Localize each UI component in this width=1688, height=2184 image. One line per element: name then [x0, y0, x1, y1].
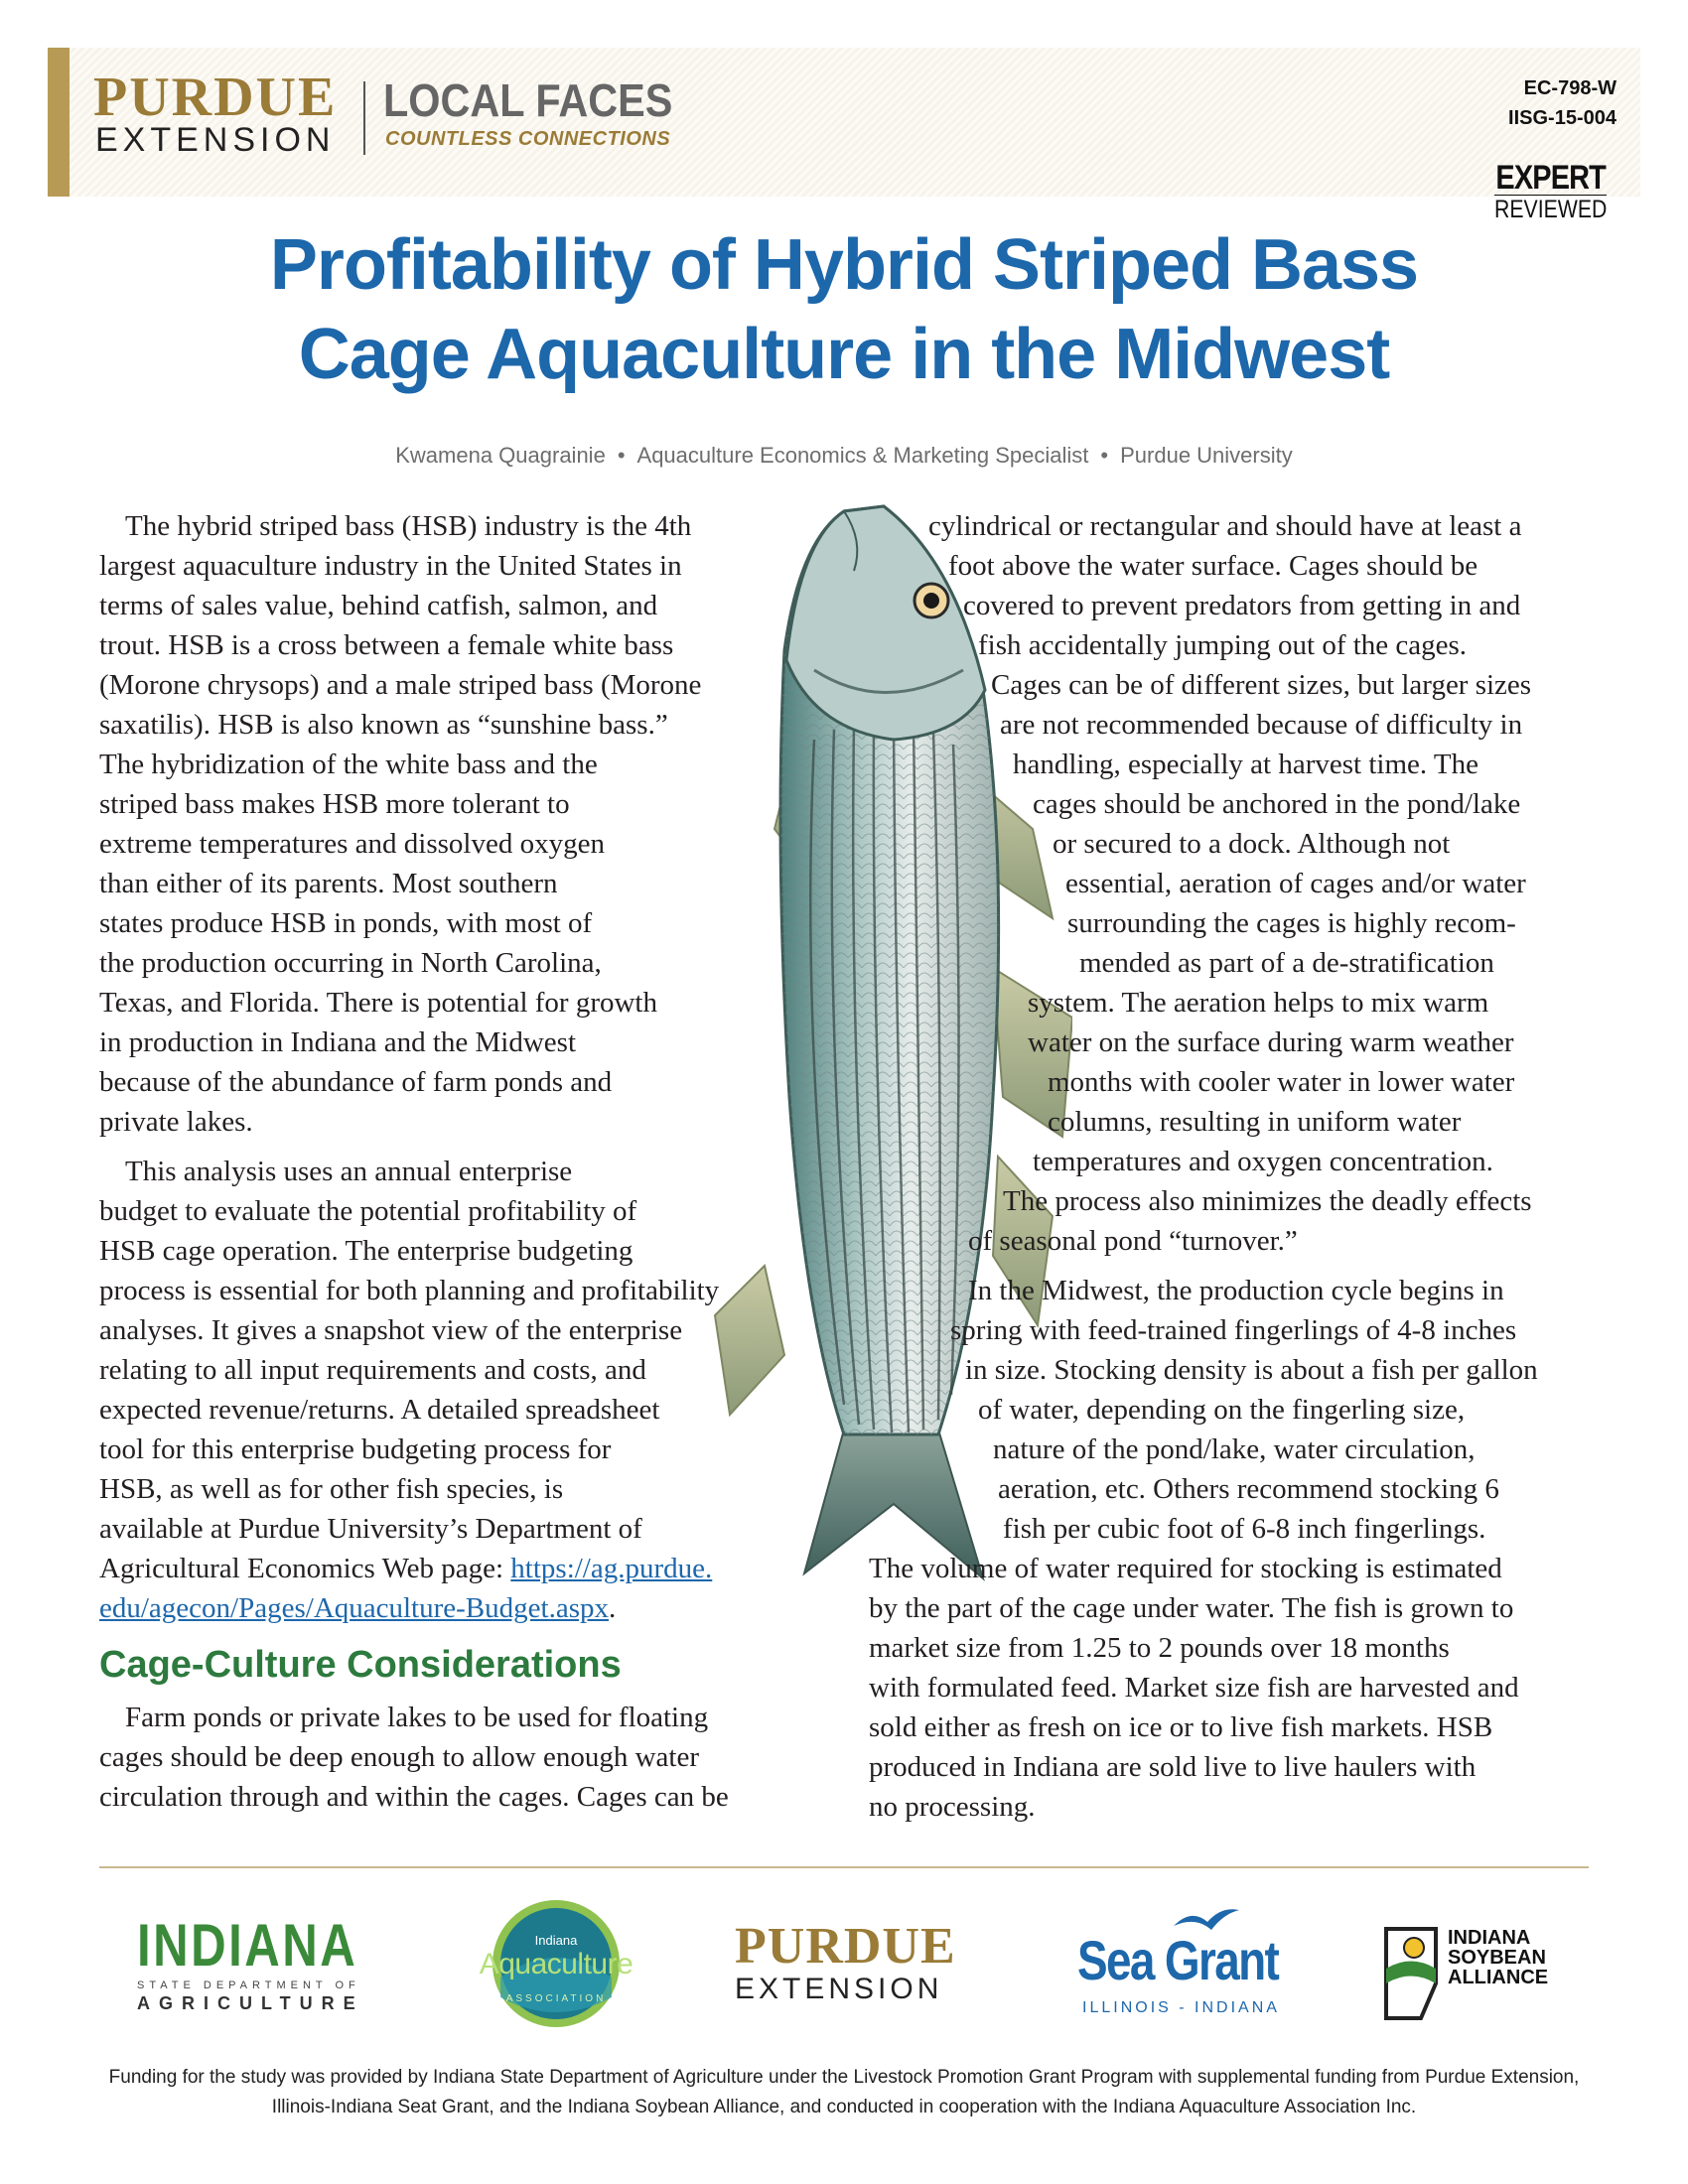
text-line: expected revenue/returns. A detailed spreadsheet	[99, 1394, 660, 1426]
text-line: HSB, as well as for other fish species, is	[99, 1473, 564, 1505]
purdue-logo-text: PURDUE	[93, 67, 338, 128]
text-line: the production occurring in North Carolina,	[99, 947, 602, 979]
text-line: states produce HSB in ponds, with most of	[99, 907, 593, 939]
publication-code-secondary: IISG-15-004	[1508, 107, 1617, 129]
text-line: in production in Indiana and the Midwest	[99, 1026, 577, 1058]
soybean-alliance-text	[1448, 1928, 1548, 1987]
text-line: terms of sales value, behind catfish, salmon, and	[99, 590, 658, 621]
text-line: temperatures and oxygen concentration.	[1033, 1146, 1493, 1177]
title-line-1: Profitability of Hybrid Striped Bass	[269, 225, 1419, 305]
text-line: The hybridization of the white bass and the	[99, 749, 598, 780]
header-divider	[363, 81, 365, 155]
text-span: .	[608, 1592, 617, 1624]
text-line: of seasonal pond “turnover.”	[968, 1225, 1298, 1257]
funding-line-1: Funding for the study was provided by Indiana State Department of Agriculture under the Livestock Promotion Grant Program with supplemental funding from Purdue Extension,	[108, 2067, 1580, 2088]
page-title	[0, 220, 1688, 399]
expert-text: EXPERT	[1495, 159, 1606, 197]
aqua-bottom-label: ASSOCIATION	[505, 1993, 607, 2004]
text-line: cages should be anchored in the pond/lake	[1033, 788, 1521, 820]
text-line: aeration, etc. Others recommend stocking 6	[998, 1473, 1499, 1505]
text-line: produced in Indiana are sold live to live haulers with	[869, 1751, 1477, 1783]
text-line: available at Purdue University’s Department of	[99, 1513, 642, 1545]
text-line: in size. Stocking density is about a fish per gallon	[965, 1354, 1538, 1386]
text-line	[99, 1549, 712, 1588]
byline-separator: •	[617, 443, 626, 468]
text-line: or secured to a dock. Although not	[1053, 828, 1451, 860]
footer-divider	[99, 1866, 1589, 1868]
text-line: system. The aeration helps to mix warm	[1028, 987, 1489, 1019]
isda-subtitle-2: AGRICULTURE	[137, 1993, 364, 2013]
text-line: by the part of the cage under water. The fish is grown to	[869, 1592, 1514, 1624]
text-line: sold either as fresh on ice or to live fish markets. HSB	[869, 1711, 1493, 1743]
purdue-extension-logo	[735, 1918, 983, 2006]
publication-code: EC-798-W	[1523, 77, 1617, 99]
text-line: (Morone chrysops) and a male striped bass (Morone	[99, 669, 702, 701]
sea-grant-logo-text: Sea Grant	[1077, 1929, 1279, 1991]
author-role: Aquaculture Economics & Marketing Specialist	[636, 443, 1089, 468]
local-faces-text: LOCAL FACES	[383, 74, 673, 126]
isda-logo	[137, 1912, 385, 2025]
aquaculture-budget-link[interactable]: https://ag.purdue.	[510, 1553, 713, 1584]
text-line: Texas, and Florida. There is potential for growth	[99, 987, 657, 1019]
text-line: saxatilis). HSB is also known as “sunshine bass.”	[99, 709, 668, 741]
aqua-main-label: Aquaculture	[479, 1948, 633, 1980]
text-line: water on the surface during warm weather	[1028, 1026, 1514, 1058]
text-line: mended as part of a de-stratification	[1079, 947, 1494, 979]
aqua-top-label: Indiana	[534, 1933, 578, 1948]
text-line: This analysis uses an annual enterprise	[125, 1156, 573, 1187]
reviewed-text: REVIEWED	[1493, 196, 1607, 223]
text-line: extreme temperatures and dissolved oxygen	[99, 828, 605, 860]
text-span: Agricultural Economics Web page:	[99, 1553, 511, 1584]
text-line: striped bass makes HSB more tolerant to	[99, 788, 570, 820]
author-name: Kwamena Quagrainie	[395, 443, 606, 468]
text-line: fish per cubic foot of 6-8 inch fingerlings.	[1003, 1513, 1486, 1545]
author-org: Purdue University	[1120, 443, 1293, 468]
text-line: market size from 1.25 to 2 pounds over 18 months	[869, 1632, 1450, 1664]
text-line: surrounding the cages is highly recom-	[1067, 907, 1516, 939]
text-line: In the Midwest, the production cycle begins in	[968, 1275, 1504, 1306]
text-line: circulation through and within the cages. Cages can be	[99, 1781, 729, 1813]
text-line: because of the abundance of farm ponds and	[99, 1066, 613, 1098]
text-line: HSB cage operation. The enterprise budgeting	[99, 1235, 633, 1267]
text-line: relating to all input requirements and costs, and	[99, 1354, 646, 1386]
text-line: The hybrid striped bass (HSB) industry is the 4th	[125, 510, 692, 542]
text-line: nature of the pond/lake, water circulation,	[993, 1433, 1476, 1465]
indiana-wordmark: INDIANA	[137, 1912, 358, 1979]
extension-logo-text: EXTENSION	[95, 121, 336, 159]
text-line: cages should be deep enough to allow enough water	[99, 1741, 699, 1773]
countless-connections-text: COUNTLESS CONNECTIONS	[385, 128, 671, 150]
text-line: foot above the water surface. Cages should be	[948, 550, 1478, 582]
text-line: are not recommended because of difficulty in	[1000, 709, 1523, 741]
text-line: no processing.	[869, 1791, 1036, 1823]
text-line: months with cooler water in lower water	[1048, 1066, 1515, 1098]
text-line: covered to prevent predators from getting in and	[963, 590, 1521, 621]
text-line: of water, depending on the fingerling size,	[978, 1394, 1466, 1426]
text-line: budget to evaluate the potential profitability of	[99, 1195, 637, 1227]
byline-separator: •	[1100, 443, 1109, 468]
expert-reviewed-badge	[1484, 161, 1617, 222]
purdue-footer-text: PURDUE	[735, 1918, 956, 1975]
text-line: with formulated feed. Market size fish are harvested and	[869, 1672, 1519, 1704]
soy-line-3: ALLIANCE	[1448, 1967, 1549, 1988]
text-line: The volume of water required for stocking is estimated	[869, 1553, 1502, 1584]
title-line-2: Cage Aquaculture in the Midwest	[298, 315, 1390, 394]
text-line: Cages can be of different sizes, but larger sizes	[991, 669, 1532, 701]
extension-footer-text: EXTENSION	[735, 1973, 943, 2005]
soy-line-1: INDIANA	[1448, 1927, 1531, 1949]
header-accent-bar	[48, 48, 70, 197]
sea-grant-subtitle: ILLINOIS - INDIANA	[1082, 1999, 1280, 2016]
text-line: fish accidentally jumping out of the cages.	[978, 629, 1468, 661]
byline	[0, 443, 1688, 469]
section-heading: Cage-Culture Considerations	[99, 1644, 622, 1686]
text-line: tool for this enterprise budgeting process for	[99, 1433, 612, 1465]
text-line: trout. HSB is a cross between a female white bass	[99, 629, 674, 661]
isda-subtitle: STATE DEPARTMENT OF	[137, 1979, 360, 1991]
soy-line-2: SOYBEAN	[1448, 1947, 1546, 1969]
funding-line-2: Illinois-Indiana Seat Grant, and the Indiana Soybean Alliance, and conducted in cooperation with the Indiana Aquaculture Association Inc.	[271, 2097, 1417, 2117]
text-line: columns, resulting in uniform water	[1048, 1106, 1462, 1138]
text-line: Farm ponds or private lakes to be used for floating	[125, 1702, 709, 1733]
text-line: private lakes.	[99, 1106, 253, 1138]
text-line: than either of its parents. Most southern	[99, 868, 558, 899]
text-line: cylindrical or rectangular and should have at least a	[928, 510, 1522, 542]
text-line: analyses. It gives a snapshot view of the enterprise	[99, 1314, 683, 1346]
soybean-alliance-icon	[1376, 1924, 1446, 2023]
text-line: handling, especially at harvest time. The	[1013, 749, 1478, 780]
text-line: process is essential for both planning and profitability	[99, 1275, 720, 1306]
text-line: largest aquaculture industry in the United States in	[99, 550, 682, 582]
text-line: The process also minimizes the deadly effects	[1003, 1185, 1532, 1217]
text-line: spring with feed-trained fingerlings of 4-8 inches	[950, 1314, 1517, 1346]
text-line	[99, 1588, 616, 1628]
text-line: essential, aeration of cages and/or water	[1065, 868, 1526, 899]
funding-statement	[99, 2063, 1589, 2122]
aquaculture-budget-link-continued[interactable]: edu/agecon/Pages/Aquaculture-Budget.aspx	[99, 1592, 609, 1624]
